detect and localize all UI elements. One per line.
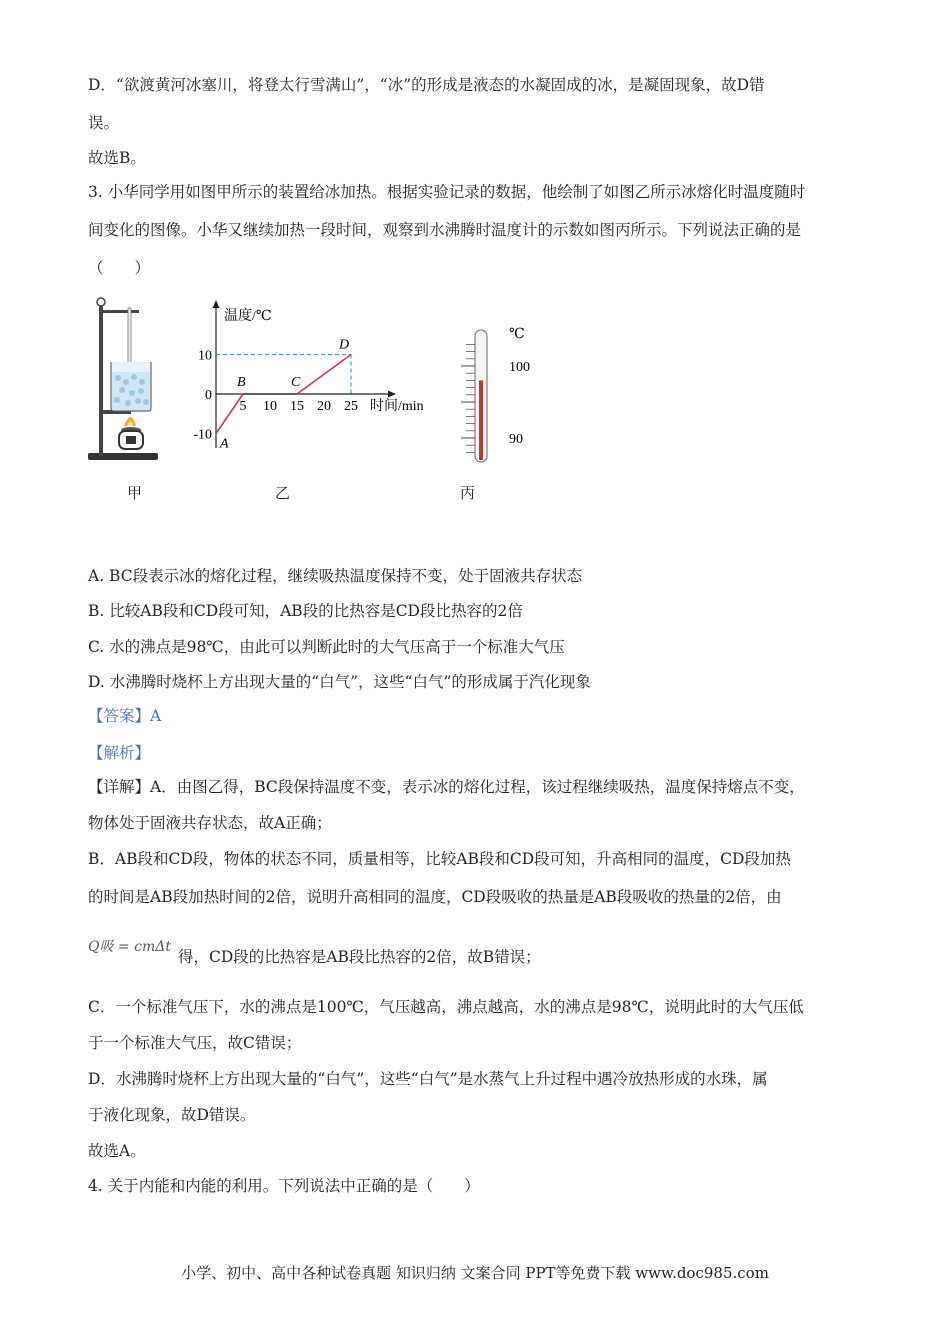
thermometer-label-100: 100 — [509, 360, 530, 375]
text-line: 间变化的图像。小华又继续加热一段时间，观察到水沸腾时温度计的示数如图丙所示。下列说法正确的是 — [88, 221, 802, 239]
thermometer-unit: ℃ — [509, 327, 525, 342]
detail-line: B．AB段和CD段，物体的状态不同，质量相等，比较AB段和CD段可知，升高相同的温度，CD段加热 — [88, 850, 791, 868]
figure-label-bing: 丙 — [460, 484, 476, 502]
point-label-C: C — [291, 375, 301, 390]
detail-line: 于液化现象，故D错误。 — [88, 1106, 256, 1124]
detail-line: 于一个标准大气压，故C错误； — [88, 1034, 302, 1052]
text-line: 误。 — [88, 114, 120, 132]
detail-line: 的时间是AB段加热时间的2倍，说明升高相同的温度，CD段吸收的热量是AB段吸收的热量的2倍，由 — [88, 888, 782, 906]
x-tick-label: 15 — [290, 399, 304, 414]
point-label-D: D — [339, 337, 350, 353]
page-footer: 小学、初中、高中各种试卷真题 知识归纳 文案合同 PPT等免费下载 www.doc985.com — [181, 1264, 769, 1282]
x-axis-label: 时间/min — [370, 399, 424, 414]
analysis-label: 【解析】 — [88, 744, 151, 762]
text-line: 故选B。 — [88, 149, 146, 167]
figure-label-yi: 乙 — [275, 484, 291, 502]
answer-label: 【答案】A — [88, 707, 162, 725]
option-c: C. 水的沸点是98℃，由此可以判断此时的大气压高于一个标准大气压 — [88, 638, 565, 656]
detail-line: C．一个标准气压下，水的沸点是100℃，气压越高，沸点越高，水的沸点是98℃，说明此时的大气压低 — [88, 998, 804, 1016]
text-line: （ ） — [88, 259, 151, 277]
option-b: B. 比较AB段和CD段可知，AB段的比热容是CD段比热容的2倍 — [88, 602, 523, 620]
formula: Q吸 = cmΔt — [88, 939, 171, 955]
figure-label-jia: 甲 — [127, 484, 143, 502]
thermometer-label-90: 90 — [509, 432, 523, 447]
x-tick-label: 20 — [317, 399, 331, 414]
y-tick-label: -10 — [193, 427, 212, 443]
detail-line: 物体处于固液共存状态，故A正确； — [88, 814, 332, 832]
detail-line: 得，CD段的比热容是AB段比热容的2倍，故B错误； — [178, 948, 541, 966]
detail-line: 【详解】A．由图乙得，BC段保持温度不变，表示冰的熔化过程，该过程继续吸热，温度保持熔点不变， — [88, 778, 805, 796]
thermometer-figure — [455, 318, 545, 468]
y-tick-label: 0 — [205, 388, 212, 403]
question-3: 3. 小华同学用如图甲所示的装置给冰加热。根据实验记录的数据，他绘制了如图乙所示冰熔化时温度随时 — [88, 183, 806, 201]
x-tick-label: 5 — [239, 399, 247, 414]
point-label-A: A — [220, 436, 229, 452]
apparatus-figure — [86, 290, 166, 465]
option-a: A. BC段表示冰的熔化过程，继续吸热温度保持不变，处于固液共存状态 — [88, 567, 583, 585]
mercury-column — [479, 380, 483, 460]
option-d: D. 水沸腾时烧杯上方出现大量的“白气”，这些“白气”的形成属于汽化现象 — [88, 673, 591, 691]
x-tick-label: 10 — [263, 399, 277, 414]
x-tick-label: 25 — [344, 399, 358, 414]
text-line: D．“欲渡黄河冰塞川，将登太行雪满山”，“冰”的形成是液态的水凝固成的冰，是凝固现象，故D错 — [88, 76, 765, 94]
question-4: 4. 关于内能和内能的利用。下列说法中正确的是（ ） — [88, 1177, 480, 1195]
melting-graph — [188, 298, 438, 458]
segment-CD — [297, 355, 351, 395]
y-axis-label: 温度/℃ — [224, 309, 272, 324]
y-tick-label: 10 — [198, 348, 212, 364]
detail-line: D．水沸腾时烧杯上方出现大量的“白气”，这些“白气”是水蒸气上升过程中遇冷放热形成的水珠，属 — [88, 1070, 768, 1088]
detail-line: 故选A。 — [88, 1142, 146, 1160]
point-label-B: B — [237, 375, 246, 390]
